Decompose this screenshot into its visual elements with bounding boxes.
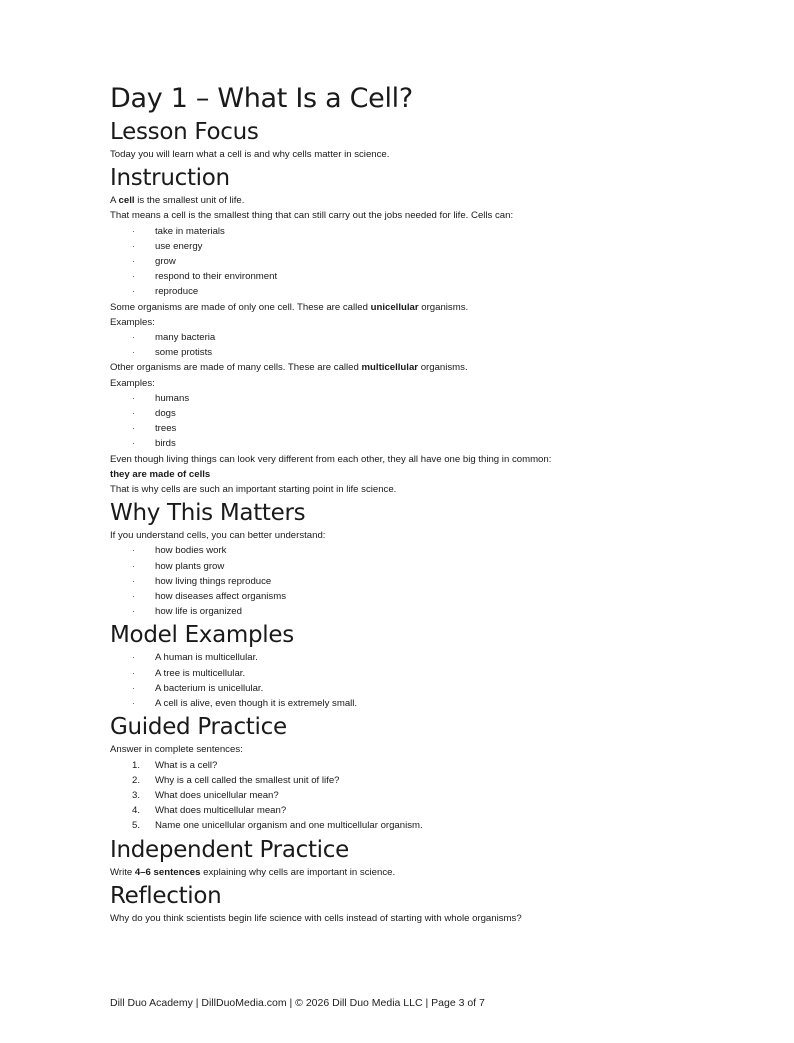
model-examples-list	[110, 650, 750, 711]
lesson-focus-heading: Lesson Focus	[110, 119, 259, 145]
list-item: · take in materials	[132, 225, 225, 237]
instruction-heading: Instruction	[110, 165, 230, 192]
list-item: · A human is multicellular.	[132, 652, 258, 664]
question-item: 1. What is a cell?	[132, 759, 218, 771]
multicellular-sentence: Other organisms are made of many cells. These are called multicellular organisms.	[110, 362, 468, 374]
reflection-text: Why do you think scientists begin life science with cells instead of starting with whole organisms?	[110, 912, 522, 924]
examples-label: Examples:	[110, 316, 155, 328]
cell-jobs-list	[110, 224, 750, 300]
lesson-focus-text: Today you will learn what a cell is and why cells matter in science.	[110, 149, 390, 160]
list-item: · A tree is multicellular.	[132, 667, 246, 679]
question-item: 2. Why is a cell called the smallest unit of life?	[132, 774, 340, 786]
cell-definition: A cell is the smallest unit of life.	[110, 195, 245, 207]
instruction-closing: That is why cells are such an important starting point in life science.	[110, 484, 397, 496]
reflection-heading: Reflection	[110, 882, 222, 909]
list-item: · many bacteria	[132, 332, 216, 344]
list-item: · A bacterium is unicellular.	[132, 682, 264, 694]
list-item: · how living things reproduce	[132, 575, 272, 587]
guided-practice-heading: Guided Practice	[110, 714, 287, 741]
unicellular-examples-list	[110, 330, 750, 360]
guided-practice-questions	[110, 758, 750, 834]
page-title: Day 1 – What Is a Cell?	[110, 83, 413, 114]
common-trait-bold: they are made of cells	[110, 468, 211, 480]
list-item: · respond to their environment	[132, 271, 278, 283]
list-item: · use energy	[132, 240, 203, 252]
question-item: 5. Name one unicellular organism and one multicellular organism.	[132, 820, 423, 832]
document-page	[110, 82, 750, 926]
independent-practice-heading: Independent Practice	[110, 836, 349, 863]
examples-label: Examples:	[110, 377, 155, 389]
list-item: · dogs	[132, 408, 176, 420]
list-item: · reproduce	[132, 286, 199, 298]
question-item: 3. What does unicellular mean?	[132, 789, 279, 801]
list-item: · how diseases affect organisms	[132, 591, 287, 603]
common-trait-sentence: Even though living things can look very different from each other, they all have one big thing in common:	[110, 453, 552, 465]
why-matters-list	[110, 543, 750, 619]
list-item: · trees	[132, 423, 177, 435]
page-footer: Dill Duo Academy | DillDuoMedia.com | © 2026 Dill Duo Media LLC | Page 3 of 7	[110, 997, 485, 1009]
list-item: · humans	[132, 392, 190, 404]
list-item: · birds	[132, 438, 176, 450]
list-item: · how plants grow	[132, 560, 225, 572]
question-item: 4. What does multicellular mean?	[132, 805, 287, 817]
list-item: · how bodies work	[132, 545, 227, 557]
list-item: · some protists	[132, 347, 213, 359]
multicellular-examples-list	[110, 391, 750, 452]
why-matters-heading: Why This Matters	[110, 500, 306, 527]
guided-practice-intro: Answer in complete sentences:	[110, 744, 243, 756]
unicellular-sentence: Some organisms are made of only one cell. These are called unicellular organisms.	[110, 301, 469, 313]
model-examples-heading: Model Examples	[110, 622, 294, 649]
list-item: · grow	[132, 256, 176, 268]
why-matters-intro: If you understand cells, you can better understand:	[110, 530, 326, 542]
list-item: · how life is organized	[132, 606, 242, 618]
list-item: · A cell is alive, even though it is extremely small.	[132, 698, 358, 710]
independent-practice-text: Write 4–6 sentences explaining why cells are important in science.	[110, 866, 396, 878]
cell-explanation: That means a cell is the smallest thing that can still carry out the jobs needed for life. Cells can:	[110, 210, 514, 222]
